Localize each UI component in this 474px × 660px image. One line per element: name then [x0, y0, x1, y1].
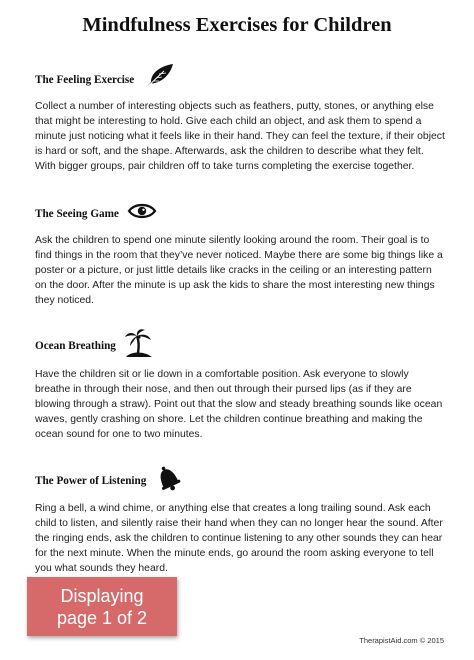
page-indicator-line2: page 1 of 2 — [56, 607, 148, 628]
section-heading-label: The Seeing Game — [35, 207, 119, 220]
copyright-footer: TherapistAid.com © 2015 — [359, 636, 444, 645]
section-text-power-of-listening: Ring a bell, a wind chime, or anything else that creates a long trailing sound. Ask each child to listen, and silently raise their hand when they can no longer hear the sound. After the ringing ends, ask the children to continue listening to any other sounds they can hear for the next minute. When the minute ends, go around the room asking everyone to tell you what sounds they heard. — [35, 503, 443, 574]
section-text-ocean-breathing: Have the children sit or lie down in a comfortable position. Ask everyone to slowly breathe in through their nose, and then out through their pursed lips (as if they are blowing through a straw). Point out that the slow and steady breathing sounds like ocean waves, gently crashing on shore. Let the children continue breathing and making the ocean sound for one to two minutes. — [35, 369, 443, 440]
section-heading-seeing-game — [35, 203, 157, 224]
page-title: Mindfulness Exercises for Children — [82, 14, 392, 36]
section-heading-ocean-breathing — [35, 327, 154, 364]
section-heading-feeling-exercise — [35, 63, 176, 96]
section-heading-label: The Power of Listening — [35, 474, 147, 487]
section-heading-label: The Feeling Exercise — [35, 73, 135, 86]
section-text-feeling-exercise: Collect a number of interesting objects such as feathers, putty, stones, or anything else that might be interesting to hold. Give each child an object, and ask them to spend a minute just noticing what it feels like in their hand. They can feel the texture, if their object is hard or soft, and the shape. Afterwards, ask the children to describe what they felt. With bigger groups, pair children off to take turns completing the exercise together. — [35, 101, 445, 172]
section-heading-label: Ocean Breathing — [35, 339, 116, 352]
bell-icon — [154, 463, 182, 498]
eye-icon — [127, 203, 157, 224]
feather-icon — [142, 63, 176, 96]
palm-island-icon — [124, 327, 154, 364]
section-heading-power-of-listening — [35, 463, 182, 498]
page-indicator-line1: Displaying — [60, 585, 144, 606]
page-indicator-banner — [27, 577, 177, 636]
section-text-seeing-game: Ask the children to spend one minute silently looking around the room. Their goal is to find things in the room that they’ve never noticed. Maybe there are some big things like a poster or a picture, or just little details like cracks in the ceiling or an interesting pattern on the door. After the minute is up ask the kids to share the most interesting new things they noticed. — [35, 235, 443, 306]
